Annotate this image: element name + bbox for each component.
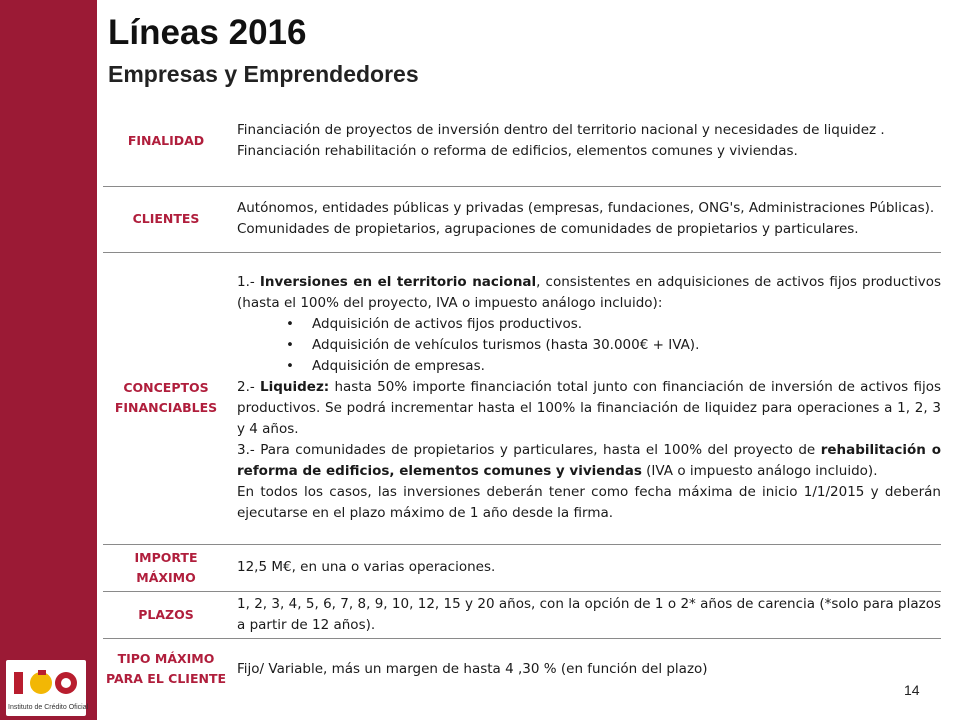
bold-segment: rehabilitación o reforma de edificios, elementos comunes y viviendas: [237, 442, 941, 479]
row-content: 1, 2, 3, 4, 5, 6, 7, 8, 9, 10, 12, 15 y 20 años, con la opción de 1 o 2* años de carencia (*solo para plazos a partir de 12 años).: [229, 591, 941, 638]
paragraph: En todos los casos, las inversiones deberán tener como fecha máxima de inicio 1/1/2015 y deberán ejecutarse en el plazo máximo de 1 año desde la firma.: [237, 484, 941, 521]
row-label: IMPORTE MÁXIMO: [103, 544, 229, 591]
conditions-table: [103, 96, 941, 700]
paragraph: [237, 440, 941, 482]
row-conceptos: [103, 252, 941, 544]
row-content: Fijo/ Variable, más un margen de hasta 4 ,30 % (en función del plazo): [237, 660, 708, 677]
ico-logo-icon: [10, 664, 82, 702]
ico-logo: [6, 660, 89, 716]
page-title: Líneas 2016: [108, 13, 307, 52]
bullet-item: • Adquisición de empresas.: [312, 356, 941, 377]
text-segment: 2.-: [237, 379, 260, 395]
row-label: PLAZOS: [103, 591, 229, 638]
sidebar-band: [0, 0, 97, 720]
text-segment: 3.- Para comunidades de propietarios y particulares, hasta el 100% del proyecto de: [237, 442, 821, 458]
row-label: FINALIDAD: [103, 96, 229, 186]
bullet-list: [237, 314, 941, 377]
row-finalidad: [103, 96, 941, 186]
bullet-item: • Adquisición de vehículos turismos (hasta 30.000€ + IVA).: [312, 335, 941, 356]
paragraph: [237, 272, 941, 314]
page-subtitle: Empresas y Emprendedores: [108, 61, 419, 87]
logo-caption: Instituto de Crédito Oficial: [8, 704, 89, 711]
row-content: [229, 96, 941, 186]
row-content: [229, 252, 941, 544]
page-number: 14: [904, 682, 920, 698]
row-label: TIPO MÁXIMO PARA EL CLIENTE: [105, 651, 227, 687]
row-label: CLIENTES: [103, 186, 229, 252]
paragraph: Financiación de proyectos de inversión dentro del territorio nacional y necesidades de liquidez .: [237, 121, 885, 138]
text-segment: , consistentes en adquisiciones de activos fijos productivos (hasta el 100% del proyecto, IVA o impuesto análogo incluido):: [237, 274, 941, 311]
bullet-item: • Adquisición de activos fijos productivos.: [312, 314, 941, 335]
row-content: [229, 186, 941, 252]
paragraph: Comunidades de propietarios, agrupaciones de comunidades de propietarios y particulares.: [237, 221, 859, 237]
row-label: CONCEPTOS FINANCIABLES: [103, 252, 229, 544]
paragraph: Autónomos, entidades públicas y privadas (empresas, fundaciones, ONG's, Administraciones Públicas).: [237, 200, 935, 216]
paragraph: Financiación rehabilitación o reforma de edificios, elementos comunes y viviendas.: [237, 142, 798, 159]
text-segment: hasta 50% importe financiación total junto con financiación de inversión de activos fijos productivos. Se podrá incrementar hasta el 100% la financiación de liquidez para operaciones a 1, 2, 3 y 4 años.: [237, 379, 941, 437]
text-segment: (IVA o impuesto análogo incluido).: [641, 463, 878, 479]
row-tipo: [103, 638, 941, 700]
row-clientes: [103, 186, 941, 252]
bold-segment: Inversiones en el territorio nacional: [259, 274, 537, 290]
bold-segment: Liquidez:: [260, 379, 330, 395]
paragraph: [237, 377, 941, 440]
row-importe: [103, 544, 941, 591]
text-segment: 1.-: [237, 274, 260, 290]
row-plazos: [103, 591, 941, 638]
row-content: 12,5 M€, en una o varias operaciones.: [229, 544, 941, 591]
